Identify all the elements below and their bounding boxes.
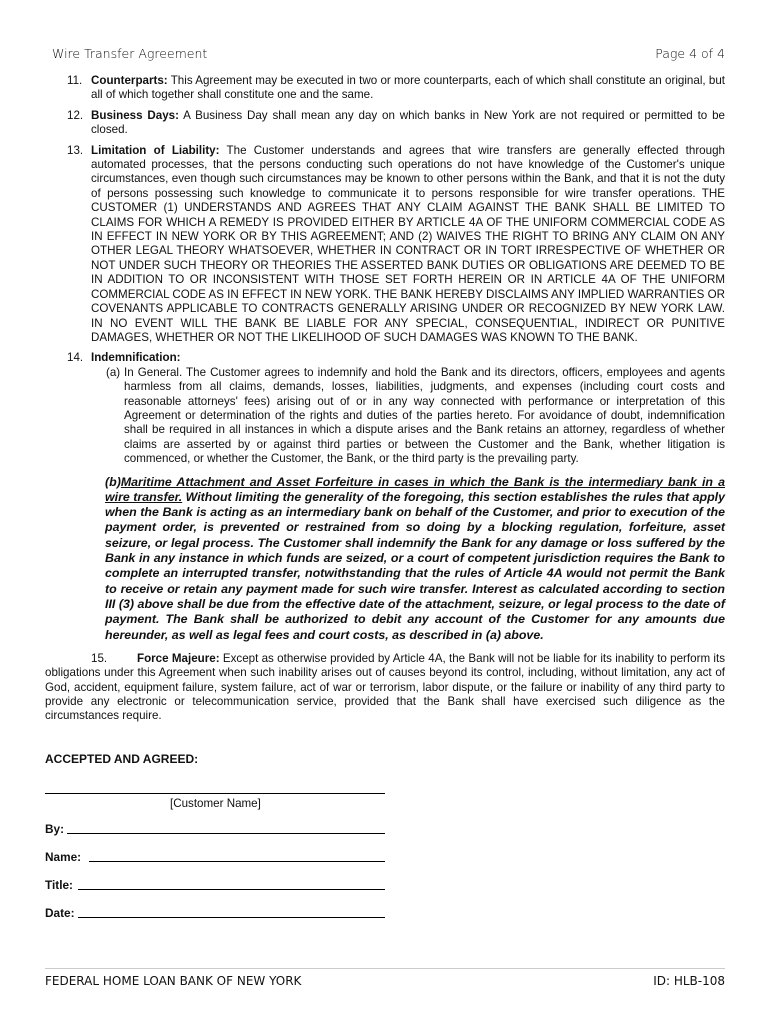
section-number: 13. — [67, 143, 84, 157]
subsection-label: (a) — [106, 365, 121, 379]
section-number: 12. — [67, 108, 84, 122]
section-force-majeure — [45, 652, 725, 724]
subsection-heading: Maritime Attachment and Asset Forfeiture in cases in which the Bank is the intermediary bank in a wire transfer. — [105, 474, 725, 504]
section-indemnification — [45, 351, 725, 365]
section-number: 15. — [91, 651, 108, 665]
document-title: Wire Transfer Agreement — [52, 46, 208, 61]
section-title: Limitation of Liability: — [91, 143, 220, 157]
date-field — [45, 906, 75, 920]
section-text: This Agreement may be executed in two or more counterparts, each of which shall constitute an original, but all of which together shall constitute one and the same. — [91, 74, 725, 102]
section-title: Indemnification: — [91, 351, 181, 365]
name-line[interactable] — [89, 861, 385, 862]
section-title: Counterparts: — [91, 74, 168, 87]
by-field — [45, 822, 64, 836]
page-number: Page 4 of 4 — [655, 46, 725, 61]
section-title: Business Days: — [91, 108, 179, 122]
subsection-label: (b) — [105, 474, 121, 489]
accepted-heading: ACCEPTED AND AGREED: — [45, 752, 199, 766]
subsection-text: Without limiting the generality of the foregoing, this section establishes the rules that apply when the Bank is acting as an intermediary bank on behalf of the Customer, and prior to execution of the payment order, is prevented or restrained from so doing by a blocking regulation, forfeiture, asset seizure, or legal process. The Customer shall indemnify the Bank for any damage or loss suffered by the Bank in any instance in which funds are seized, or a court of competent jurisdiction requires the Bank to complete an interrupted transfer, notwithstanding that the rules of Article 4A would not permit the Bank to receive or retain any payment made for such wire transfer. Interest as calculated according to section III (3) above shall be due from the effective date of the attachment, seizure, or legal process to the date of payment. The Bank shall be authorized to debit any account of the Customer for any amounts due hereunder, as well as legal fees and court costs, as described in (a) above. — [105, 489, 725, 642]
section-number: 11. — [67, 74, 83, 87]
footer-divider — [45, 968, 725, 969]
section-text: A Business Day shall mean any day on which banks in New York are not required or permitted to be closed. — [91, 108, 725, 137]
subsection-text: In General. The Customer agrees to indemnify and hold the Bank and its directors, officers, employees and agents harmless from all claims, demands, losses, liabilities, judgments, and expenses (including court costs and reasonable attorneys' fees) arising out of or in any way connected with performance or interpretation of this Agreement or determination of the rights and duties of the parties hereto. For avoidance of doubt, indemnification shall be required in all instances in which a dispute arises and the Bank retains an attorney, regardless of whether claims are asserted by or against third parties or between the Customer and the Bank, whether litigation is commenced, or whether the Customer, the Bank, or the third party is the prevailing party. — [124, 365, 725, 466]
date-line[interactable] — [78, 917, 385, 918]
title-label: Title: — [45, 878, 73, 892]
section-counterparts — [45, 74, 725, 103]
document-body — [45, 74, 725, 724]
name-label: Name: — [45, 850, 82, 864]
section-text: The Customer understands and agrees that wire transfers are generally effected through automated processes, that the persons conducting such operations do not have knowledge of the Customer's unique circumstances, even though such circumstances may be known to other persons within the Bank, and that it is not the duty of persons possessing such knowledge to communicate it to persons responsible for wire transfer operations. THE CUSTOMER (1) UNDERSTANDS AND AGREES THAT ANY CLAIM AGAINST THE BANK SHALL BE LIMITED TO CLAIMS FOR WHICH A REMEDY IS PROVIDED EITHER BY ARTICLE 4A OF THE UNIFORM COMMERCIAL CODE AS IN EFFECT IN NEW YORK OR BY THIS AGREEMENT; AND (2) WAIVES THE RIGHT TO BRING ANY CLAIM ON ANY OTHER LEGAL THEORY WHATSOEVER, WHETHER IN CONTRACT OR IN TORT IRRESPECTIVE OF WHETHER OR NOT UNDER SUCH THEORY OR THEORIES THE ASSERTED BANK DUTIES OR OBLIGATIONS ARE DEEMED TO BE IN ADDITION TO OR INCONSISTENT WITH THOSE SET FORTH HEREIN OR IN ARTICLE 4A OF THE UNIFORM COMMERCIAL CODE AS IN EFFECT IN NEW YORK. THE BANK HEREBY DISCLAIMS ANY IMPLIED WARRANTIES OR COVENANTS APPLICABLE TO CONTRACTS GENERALLY ARISING UNDER OR RECOGNIZED BY NEW YORK LAW. IN NO EVENT WILL THE BANK BE LIABLE FOR ANY SPECIAL, CONSEQUENTIAL, INDIRECT OR PUNITIVE DAMAGES, WHETHER OR NOT THE LIKELIHOOD OF SUCH DAMAGES WAS KNOWN TO THE BANK. — [91, 143, 725, 344]
name-field — [45, 850, 81, 864]
section-title: Force Majeure: — [137, 651, 220, 665]
section-business-days — [45, 109, 725, 138]
indemnification-general — [85, 366, 725, 467]
section-number: 14. — [67, 351, 84, 365]
title-field — [45, 878, 73, 892]
title-line[interactable] — [78, 889, 385, 890]
by-label: By: — [45, 822, 65, 836]
section-text: Except as otherwise provided by Article 4A, the Bank will not be liable for its inability to perform its obligations under this Agreement when such inability arises out of causes beyond its control, including, without limitation, any act of God, accident, equipment failure, system failure, act of war or terrorism, labor dispute, or the failure or inability of any third party to provide any electronic or telecommunication service, provided that the Bank shall have exercised such diligence as the circumstances require. — [45, 651, 725, 723]
page-header — [52, 46, 725, 61]
bank-name: FEDERAL HOME LOAN BANK OF NEW YORK — [45, 974, 302, 988]
date-label: Date: — [45, 906, 75, 920]
customer-name-label: [Customer Name] — [170, 797, 261, 810]
form-id: ID: HLB-108 — [653, 974, 725, 988]
indemnification-maritime — [105, 475, 725, 643]
page-footer — [45, 974, 725, 988]
by-line[interactable] — [67, 833, 385, 834]
customer-signature-line[interactable] — [45, 793, 385, 794]
section-limitation-of-liability — [45, 144, 725, 346]
